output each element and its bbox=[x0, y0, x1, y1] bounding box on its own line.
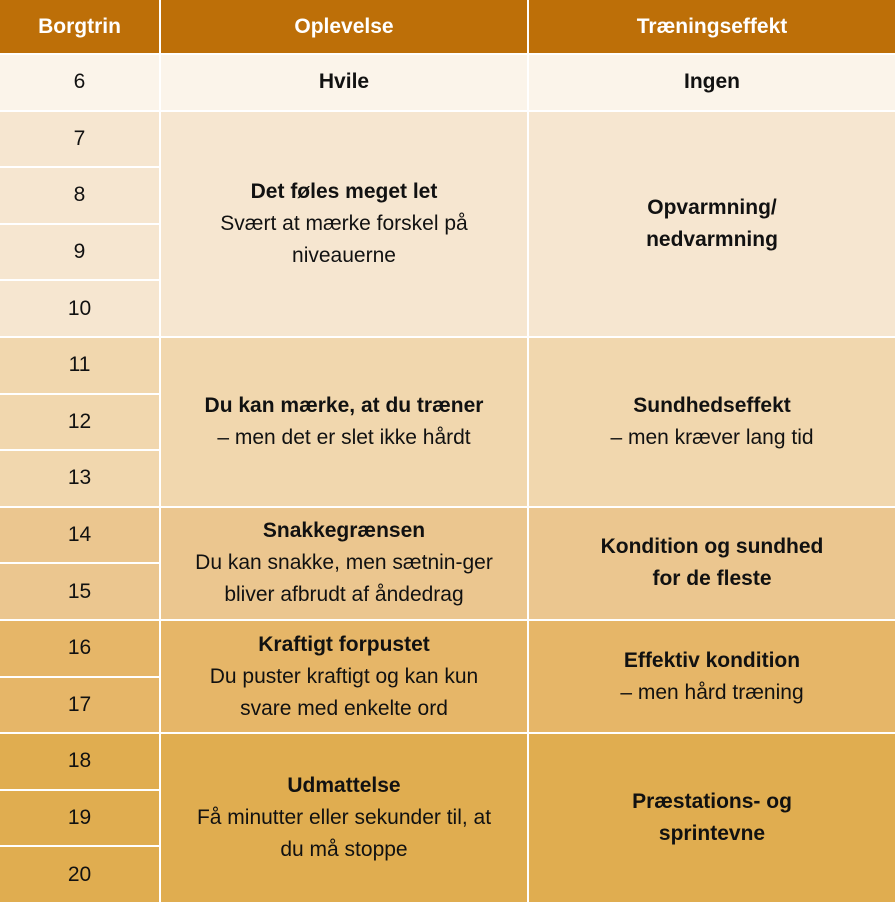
experience-desc: Du kan snakke, men sætnin-ger bliver afbrudt af åndedrag bbox=[195, 551, 493, 607]
header-oplevelse: Oplevelse bbox=[161, 0, 527, 53]
header-borgtrin: Borgtrin bbox=[0, 0, 159, 53]
experience-title: Det føles meget let bbox=[250, 179, 438, 203]
experience-desc: – men det er slet ikke hårdt bbox=[217, 425, 471, 449]
effect-title: Opvarmning/ nedvarmning bbox=[646, 195, 778, 251]
experience-desc: Få minutter eller sekunder til, at du må stoppe bbox=[196, 806, 492, 862]
experience-title: Udmattelse bbox=[287, 774, 401, 798]
level-cell: 12 bbox=[0, 395, 159, 450]
level-cell: 13 bbox=[0, 451, 159, 506]
effect-cell-sundhedseffekt bbox=[529, 338, 895, 506]
experience-title: Snakkegrænsen bbox=[262, 519, 426, 543]
experience-cell-meget-let bbox=[161, 112, 527, 336]
level-cell: 7 bbox=[0, 112, 159, 167]
level-cell: 14 bbox=[0, 508, 159, 563]
experience-title: Du kan mærke, at du træner bbox=[204, 393, 484, 417]
level-cell: 17 bbox=[0, 678, 159, 733]
effect-cell-kondition-sundhed bbox=[529, 508, 895, 619]
effect-title: Effektiv kondition bbox=[623, 648, 801, 672]
level-cell: 16 bbox=[0, 621, 159, 676]
experience-desc: Svært at mærke forskel på niveauerne bbox=[220, 211, 468, 267]
experience-cell-hvile bbox=[161, 55, 527, 110]
experience-cell-snakkegraensen bbox=[161, 508, 527, 619]
effect-desc: – men hård træning bbox=[620, 680, 804, 704]
experience-cell-forpustet bbox=[161, 621, 527, 732]
effect-cell-ingen bbox=[529, 55, 895, 110]
level-cell: 20 bbox=[0, 847, 159, 902]
level-cell: 19 bbox=[0, 791, 159, 846]
effect-cell-effektiv-kondition bbox=[529, 621, 895, 732]
effect-title: Ingen bbox=[684, 70, 740, 94]
level-cell: 8 bbox=[0, 168, 159, 223]
experience-title: Kraftigt forpustet bbox=[258, 632, 430, 656]
level-cell: 10 bbox=[0, 281, 159, 336]
effect-cell-praestation bbox=[529, 734, 895, 902]
experience-cell-maerke bbox=[161, 338, 527, 506]
level-cell: 15 bbox=[0, 564, 159, 619]
experience-desc: Du puster kraftigt og kan kun svare med enkelte ord bbox=[209, 664, 479, 720]
effect-title: Præstations- og sprintevne bbox=[632, 790, 792, 846]
level-cell: 18 bbox=[0, 734, 159, 789]
level-cell: 9 bbox=[0, 225, 159, 280]
level-cell: 6 bbox=[0, 55, 159, 110]
header-traeningseffekt: Træningseffekt bbox=[529, 0, 895, 53]
effect-desc: – men kræver lang tid bbox=[610, 425, 814, 449]
effect-cell-opvarmning bbox=[529, 112, 895, 336]
level-cell: 11 bbox=[0, 338, 159, 393]
experience-cell-udmattelse bbox=[161, 734, 527, 902]
effect-title: Kondition og sundhed for de fleste bbox=[600, 535, 824, 591]
effect-title: Sundhedseffekt bbox=[633, 393, 791, 417]
experience-title: Hvile bbox=[318, 70, 370, 94]
